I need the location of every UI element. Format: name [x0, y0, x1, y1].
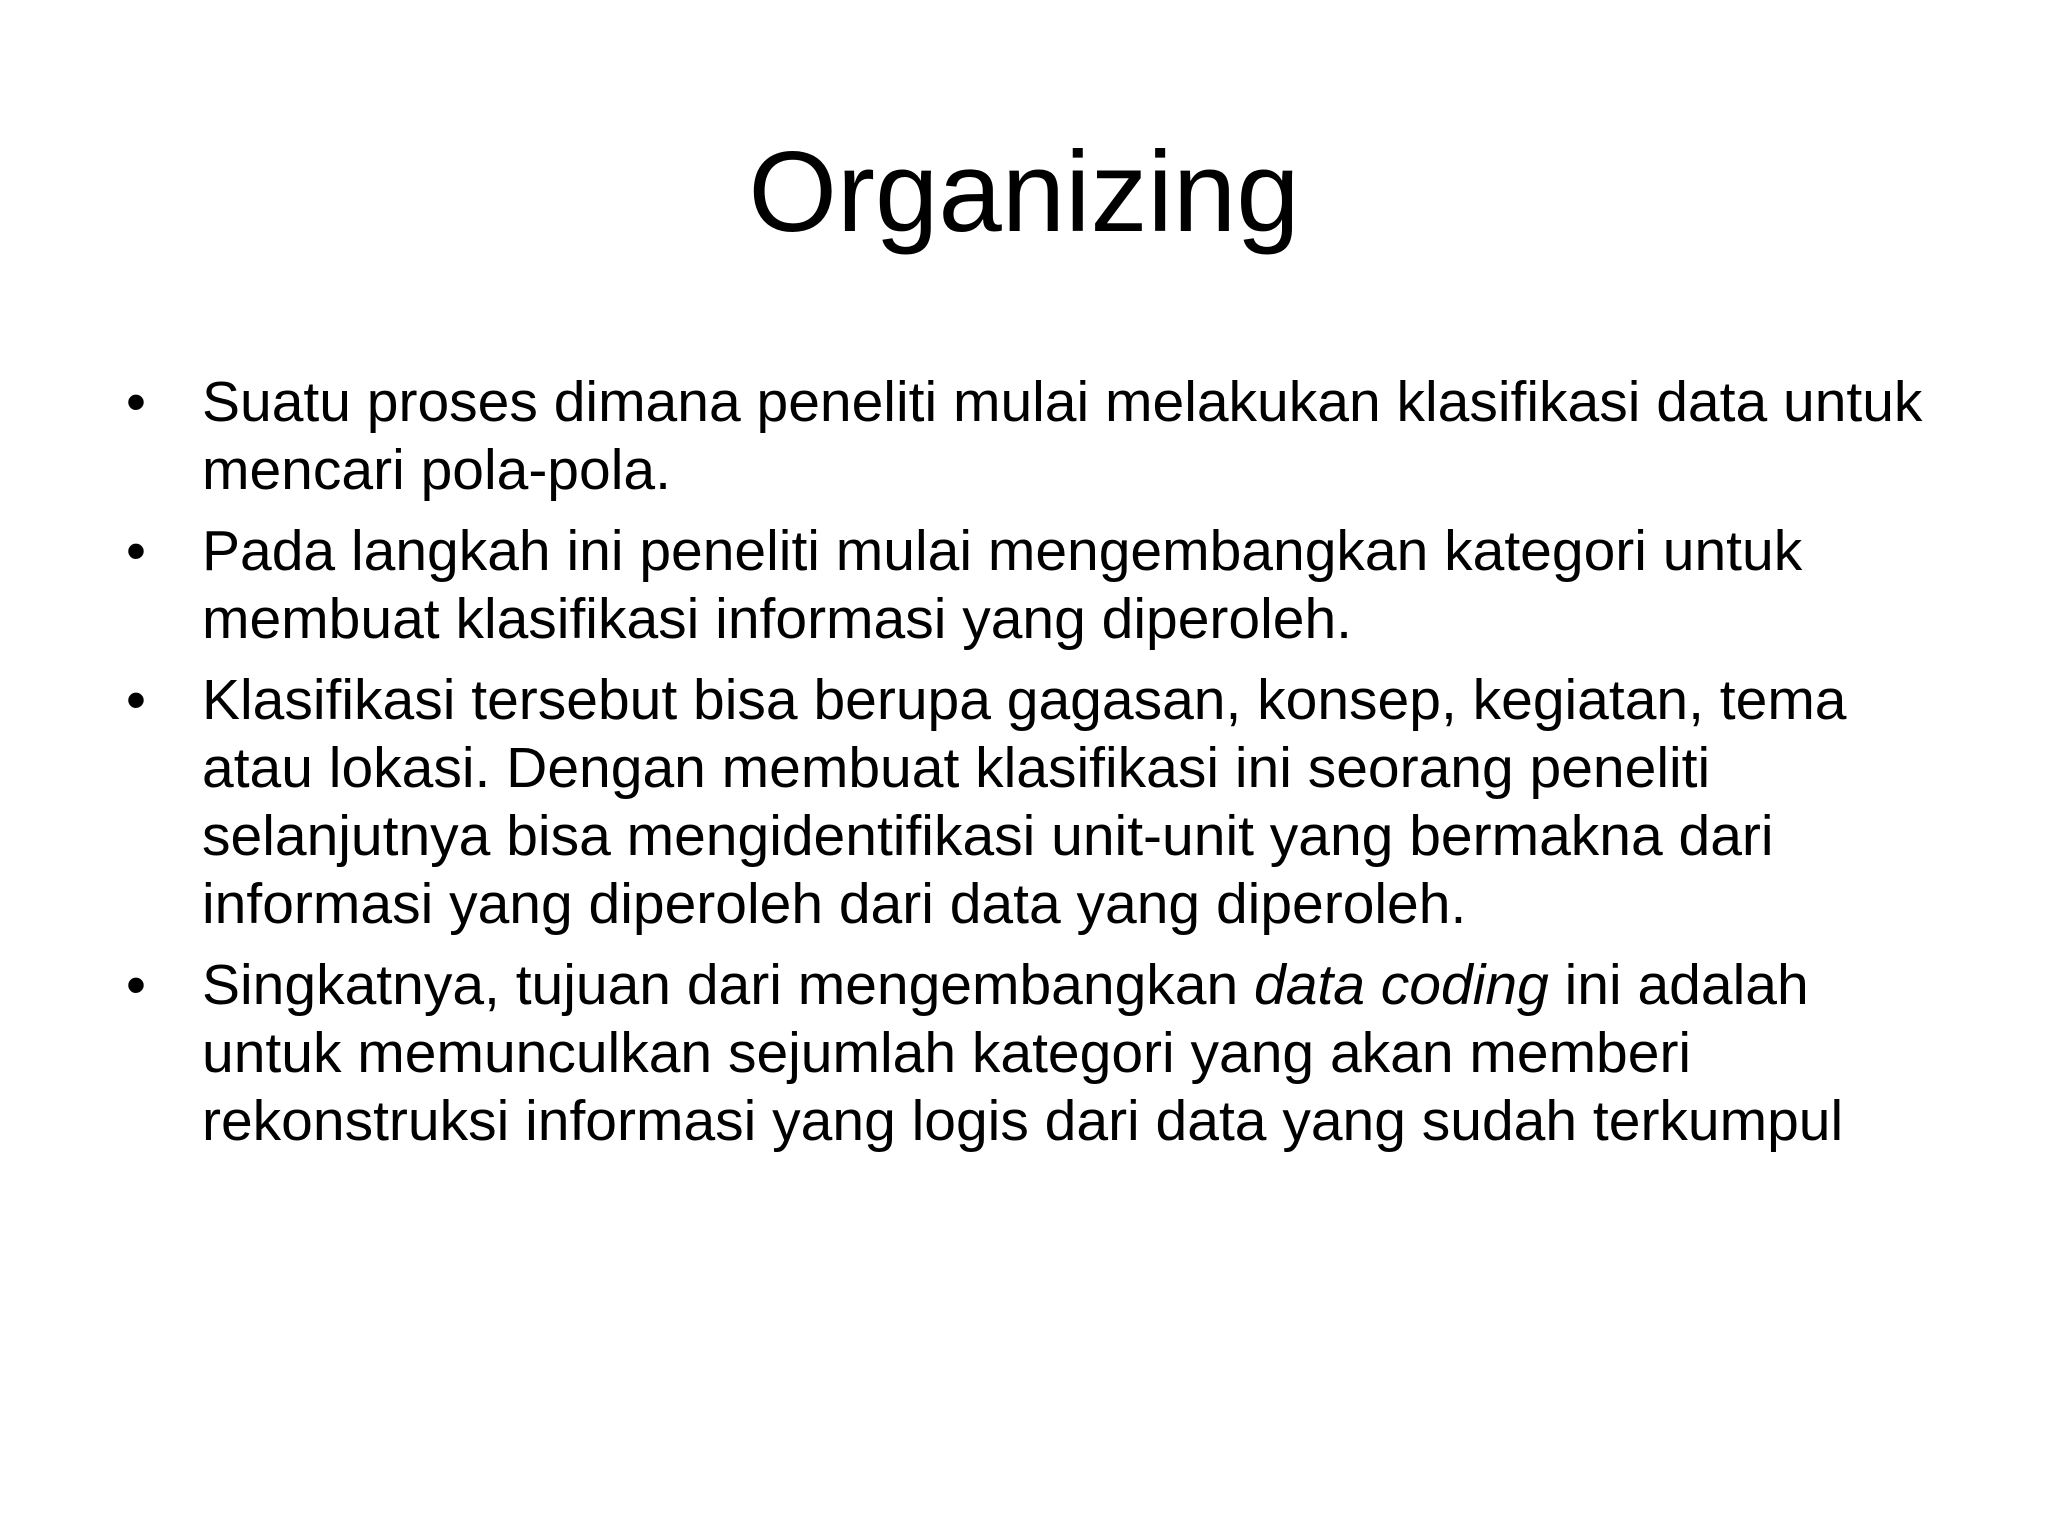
bullet-icon: • [126, 668, 146, 732]
bullet-item [120, 517, 1940, 653]
bullet-list [120, 368, 1940, 1168]
bullet-text-end: ini adalah untuk memunculkan sejumlah kategori yang akan memberi rekonstruksi informasi yang logis dari data yang sudah terkumpul [202, 953, 1844, 1153]
bullet-icon: • [126, 953, 146, 1017]
bullet-text: Suatu proses dimana peneliti mulai melakukan klasifikasi data untuk mencari pola-pola. [202, 370, 1923, 502]
bullet-text: Klasifikasi tersebut bisa berupa gagasan, konsep, kegiatan, tema atau lokasi. Dengan membuat klasifikasi ini seorang peneliti selanjutnya bisa mengidentifikasi unit-unit yang bermakna dari informasi yang diperoleh dari data yang diperoleh. [202, 668, 1847, 936]
slide-title: Organizing [748, 129, 1300, 256]
bullet-item [120, 666, 1940, 938]
bullet-item [120, 951, 1940, 1155]
bullet-text: Pada langkah ini peneliti mulai mengembangkan kategori untuk membuat klasifikasi informasi yang diperoleh. [202, 519, 1803, 651]
bullet-icon: • [126, 370, 146, 434]
bullet-text-italic: data coding [1254, 953, 1549, 1017]
bullet-item [120, 368, 1940, 504]
bullet-text-start: Singkatnya, tujuan dari mengembangkan [202, 953, 1255, 1017]
bullet-icon: • [126, 519, 146, 583]
